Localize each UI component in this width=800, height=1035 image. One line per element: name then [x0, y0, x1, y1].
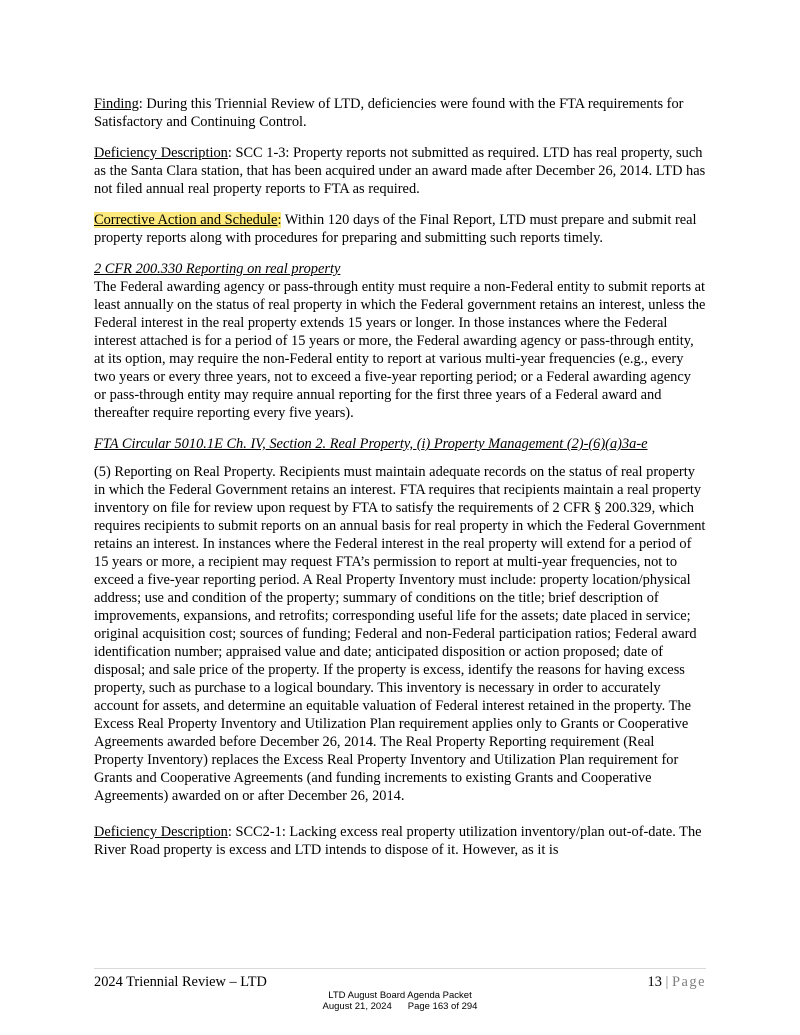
footer-page-number: 13	[647, 974, 662, 990]
corrective-label: Corrective Action and Schedule	[94, 212, 278, 228]
cfr-section	[94, 260, 706, 422]
footer-title: 2024 Triennial Review – LTD	[94, 974, 267, 990]
cfr-text: The Federal awarding agency or pass-through entity must require a non-Federal entity to submit reports at least annually on the status of real property in which the Federal government retains an interest, unless the Federal interest in the real property extends 15 years or longer. In those instances where the Federal interest attached is for a period of 15 years or more, the Federal awarding agency or pass-through entity, at its option, may require the non-Federal entity to report at various multi-year frequencies (e.g., every two years or every three years, not to exceed a five-year reporting period; or a Federal awarding agency or pass-through entity may require annual reporting for the first three years of a Federal award and thereafter require reporting every five years).	[94, 279, 706, 421]
finding-label: Finding	[94, 96, 139, 112]
deficiency-label-2: Deficiency Description	[94, 824, 228, 840]
deficiency-text-2: : SCC2-1: Lacking excess real property utilization inventory/plan out-of-date. The River Road property is excess and LTD intends to dispose of it. However, as it is	[94, 824, 702, 858]
fta-heading: FTA Circular 5010.1E Ch. IV, Section 2. Real Property, (i) Property Management (2)-(6)(a)3a-e	[94, 436, 648, 452]
finding-text: : During this Triennial Review of LTD, deficiencies were found with the FTA requirements for Satisfactory and Continuing Control.	[94, 96, 684, 130]
stamp-line-2	[0, 1001, 800, 1012]
corrective-colon: :	[277, 212, 282, 228]
deficiency-label-1: Deficiency Description	[94, 145, 228, 161]
footer-separator: |	[665, 974, 669, 990]
corrective-action-paragraph	[94, 211, 706, 247]
fta-text: (5) Reporting on Real Property. Recipients must maintain adequate records on the status of real property in which the Federal Government retains an interest. FTA requires that recipients maintain a real property inventory on file for review upon request by FTA to satisfy the requirements of 2 CFR § 200.329, which requires recipients to submit reports on an annual basis for real property in which the Federal Government retains an interest. In instances where the Federal interest in the real property will extend for a period of 15 years or more, a recipient may request FTA’s permission to report at multi-year frequencies, not to exceed a five-year reporting period. A Real Property Inventory must include: property location/physical address; use and condition of the property; summary of conditions on the title; brief description of improvements, expansions, and retrofits; corresponding useful life for the assets; date placed in service; original acquisition cost; sources of funding; Federal and non-Federal participation ratios; Federal award identification number; appraised value and date; anticipated disposition or action proposed; date of disposal; and sale price of the property. If the property is excess, identify the reasons for having excess property, such as purchase to a logical boundary. This inventory is necessary in order to accurately account for assets, and determine an equitable valuation of Federal interest retained in the property. The Excess Real Property Inventory and Utilization Plan requirement applies only to Grants or Cooperative Agreements awarded before December 26, 2014. The Real Property Reporting requirement (Real Property Inventory) replaces the Excess Real Property Inventory and Utilization Plan requirement for Grants and Cooperative Agreements (and funding increments to existing Grants and Cooperative Agreements) awarded on or after December 26, 2014.	[94, 464, 706, 804]
corrective-highlight	[94, 212, 281, 228]
document-body	[94, 95, 706, 859]
footer-page-word: Page	[672, 974, 706, 990]
stamp-line-1: LTD August Board Agenda Packet	[328, 990, 472, 1001]
cfr-heading: 2 CFR 200.330 Reporting on real property	[94, 261, 341, 277]
stamp-date: August 21, 2024	[322, 1001, 392, 1012]
deficiency-paragraph-2	[94, 823, 706, 859]
footer-page-indicator	[648, 973, 706, 991]
deficiency-text-1: : SCC 1-3: Property reports not submitted as required. LTD has real property, such as the Santa Clara station, that has been acquired under an award made after December 26, 2014. LTD has not filed annual real property reports to FTA as required.	[94, 145, 706, 197]
packet-stamp	[0, 990, 800, 1012]
finding-paragraph	[94, 95, 706, 131]
deficiency-paragraph-1	[94, 144, 706, 198]
stamp-page: Page 163 of 294	[407, 1001, 478, 1012]
corrective-text: Within 120 days of the Final Report, LTD must prepare and submit real property reports along with procedures for preparing and submitting such reports timely.	[94, 212, 697, 246]
page-footer	[94, 968, 706, 991]
